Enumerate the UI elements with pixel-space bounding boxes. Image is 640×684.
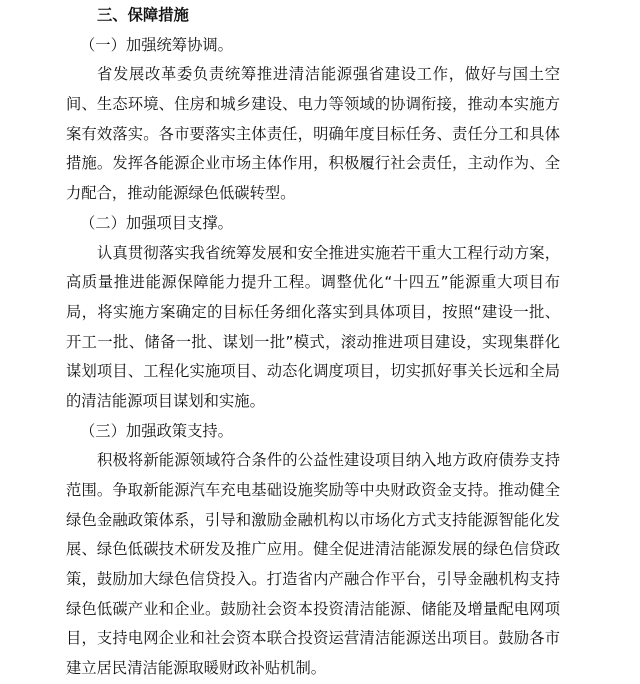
paragraph-line: 谋划项目、工程化实施项目、动态化调度项目，切实抓好事关长远和全局 <box>66 362 560 381</box>
paragraph-line: 策，鼓励加大绿色信贷投入。打造省内产融合作平台，引导金融机构支持 <box>66 570 560 589</box>
paragraph-line: 建立居民清洁能源取暖财政补贴机制。 <box>66 659 327 678</box>
paragraph-line: 目，支持电网企业和社会资本联合投资运营清洁能源送出项目。鼓励各市 <box>66 629 560 648</box>
paragraph-line: 间、生态环境、住房和城乡建设、电力等领域的协调衔接，推动本实施方 <box>66 95 560 114</box>
subsection-title: （三）加强政策支持。 <box>80 421 233 440</box>
document-body <box>66 1 560 684</box>
paragraph-line: 范围。争取新能源汽车充电基础设施奖励等中央财政资金支持。推动健全 <box>66 481 560 499</box>
paragraph-line: 高质量推进能源保障能力提升工程。调整优化“十四五”能源重大项目布 <box>66 273 560 292</box>
subsection-title: （一）加强统筹协调。 <box>80 35 233 54</box>
paragraph-line: 力配合，推动能源绿色低碳转型。 <box>66 184 296 203</box>
paragraph-line: 案有效落实。各市要落实主体责任，明确年度目标任务、责任分工和具体 <box>66 124 560 143</box>
paragraph-line: 展、绿色低碳技术研发及推广应用。健全促进清洁能源发展的绿色信贷政 <box>66 540 560 559</box>
paragraph-line: 绿色低碳产业和企业。鼓励社会资本投资清洁能源、储能及增量配电网项 <box>66 599 560 618</box>
section-title: 三、保障措施 <box>97 6 189 24</box>
paragraph-line: 积极将新能源领域符合条件的公益性建设项目纳入地方政府债券支持 <box>97 451 560 470</box>
paragraph-line: 省发展改革委负责统筹推进清洁能源强省建设工作，做好与国土空 <box>97 65 560 84</box>
paragraph-line: 绿色金融政策体系，引导和激励金融机构以市场化方式支持能源智能化发 <box>66 510 560 529</box>
paragraph-line: 措施。发挥各能源企业市场主体作用，积极履行社会责任，主动作为、全 <box>66 154 560 173</box>
paragraph-line: 局，将实施方案确定的目标任务细化落实到具体项目，按照“建设一批、 <box>66 302 560 321</box>
paragraph-line: 的清洁能源项目谋划和实施。 <box>66 391 265 410</box>
paragraph-line: 认真贯彻落实我省统筹发展和安全推进实施若干重大工程行动方案， <box>97 243 560 262</box>
subsection-title: （二）加强项目支撑。 <box>80 213 233 232</box>
paragraph-line: 开工一批、储备一批、谋划一批”模式，滚动推进项目建设，实现集群化 <box>66 332 560 351</box>
subsections <box>66 31 560 684</box>
